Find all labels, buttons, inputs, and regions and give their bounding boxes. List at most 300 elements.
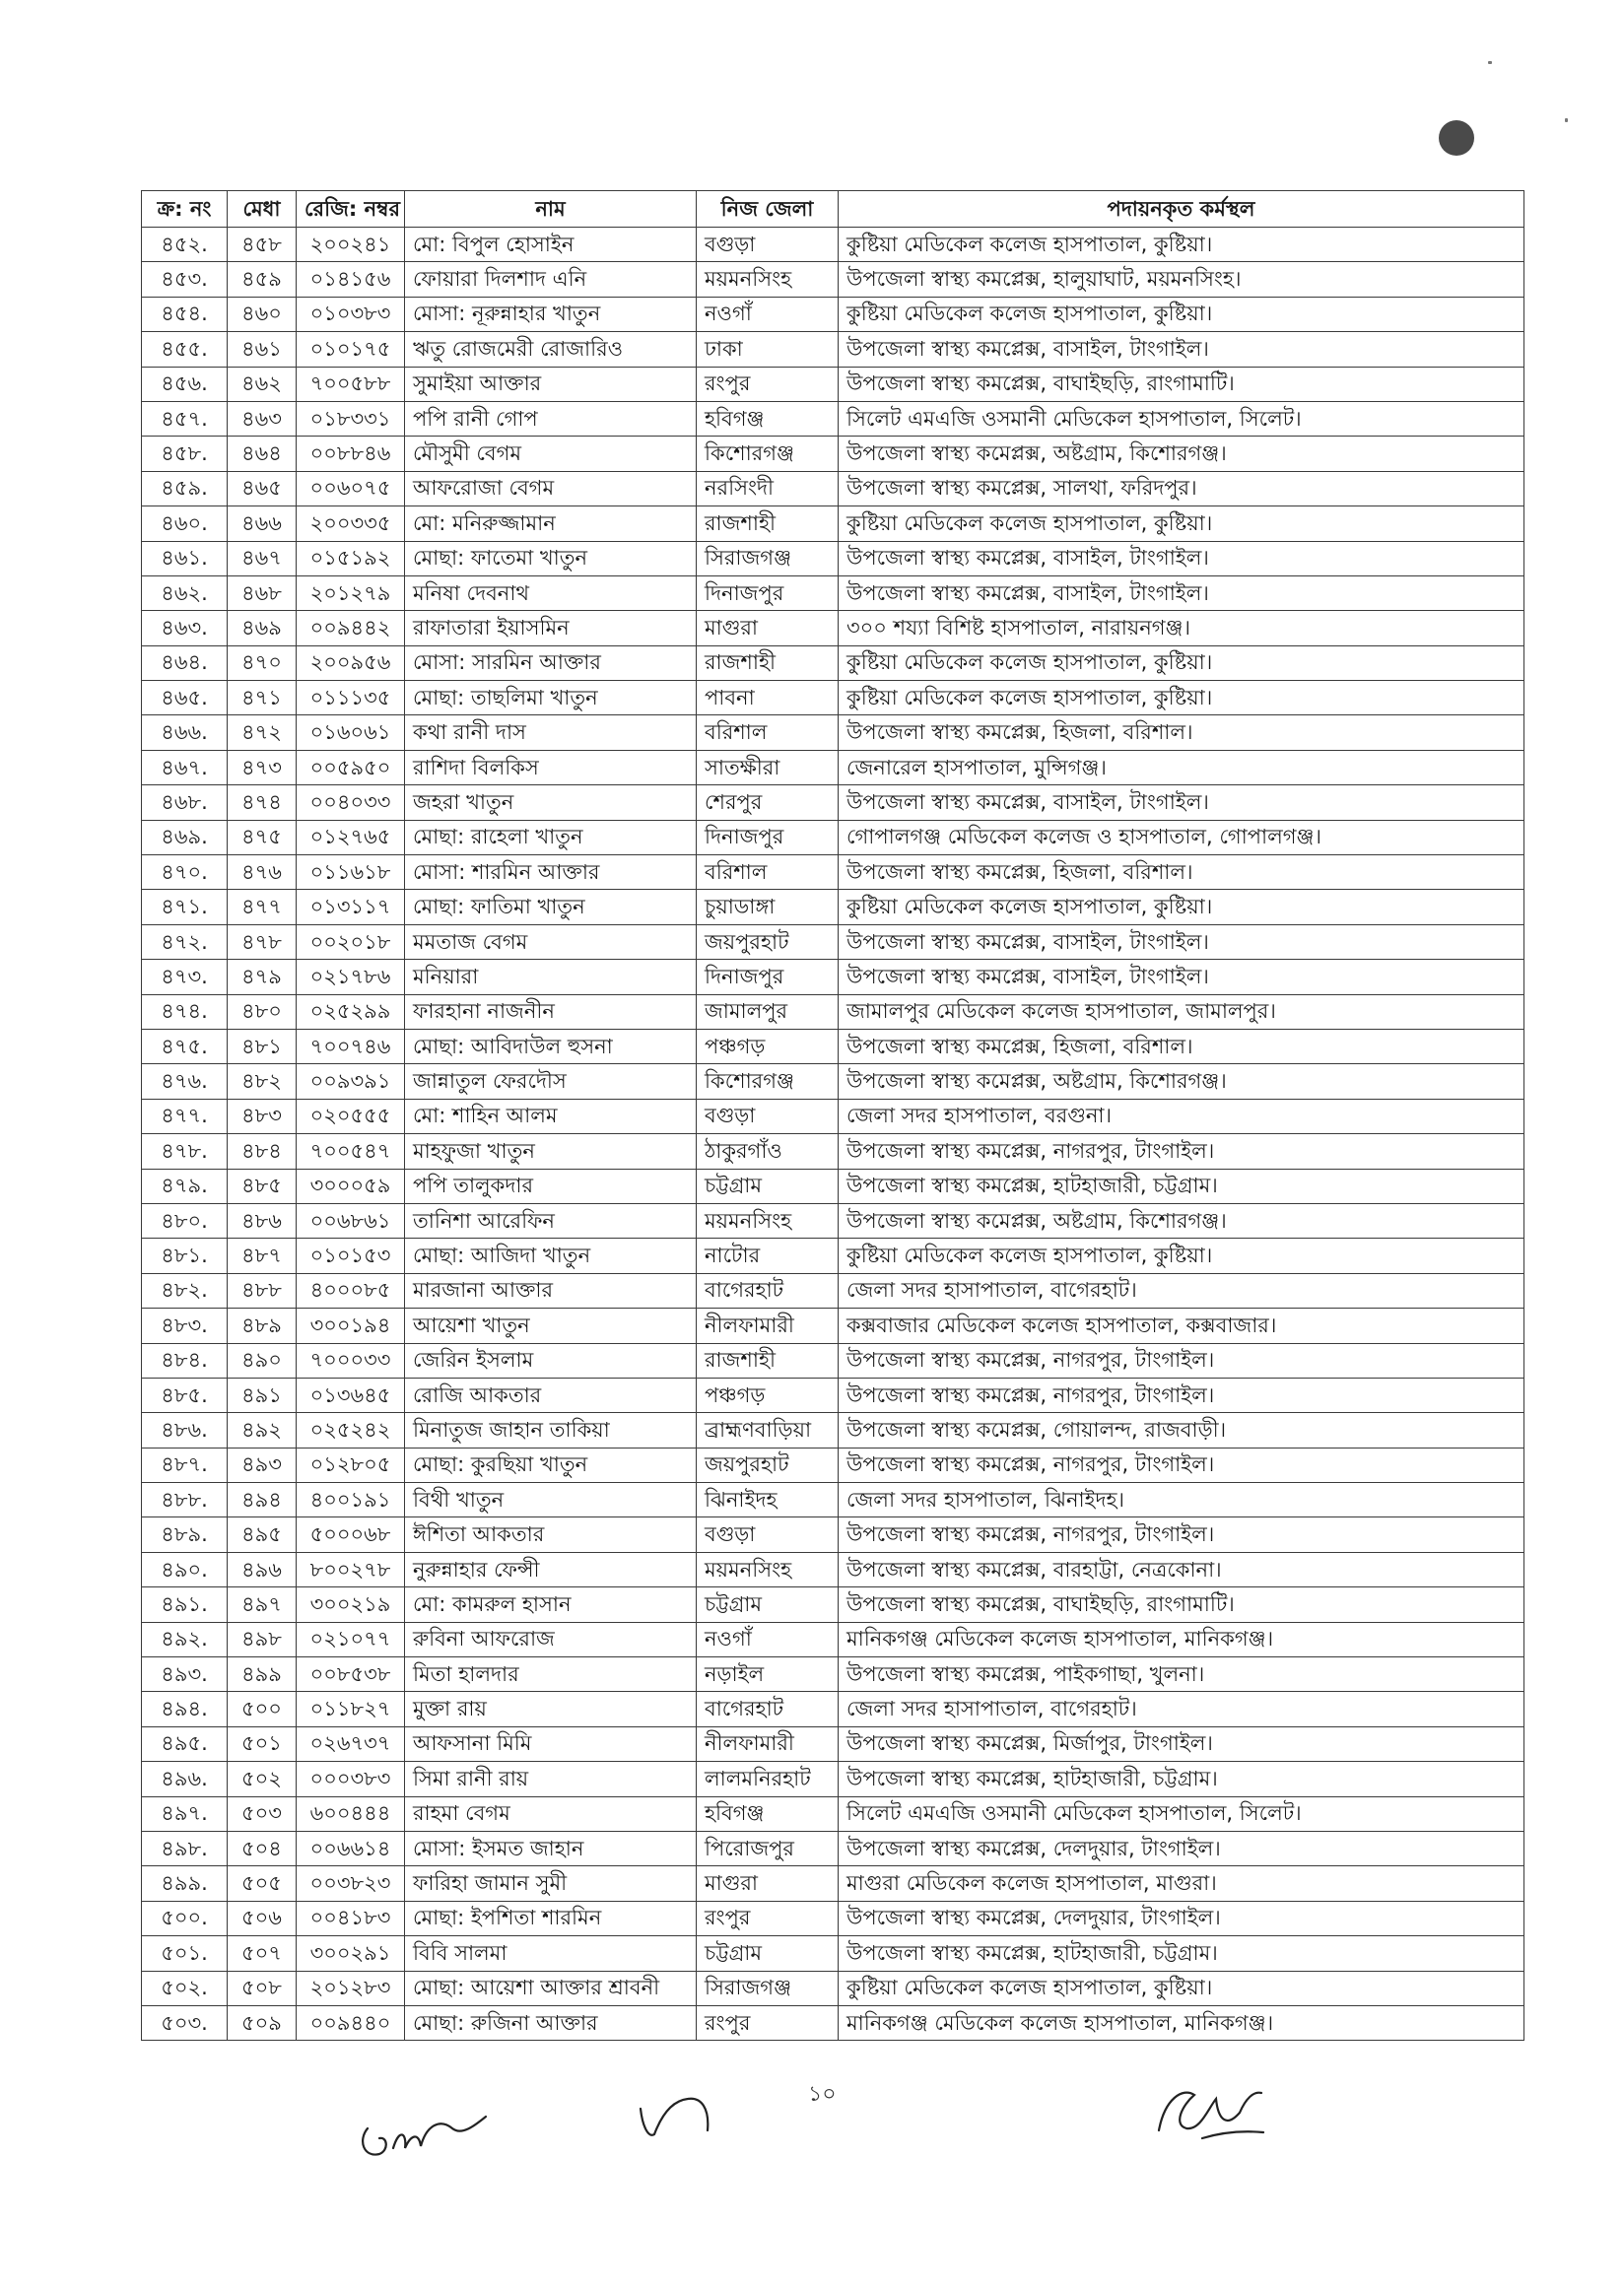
cell-posting-place: উপজেলা স্বাস্থ্য কমপ্লেক্স, নাগরপুর, টাংগাইল।: [839, 1448, 1524, 1482]
cell-name: মৌসুমী বেগম: [405, 437, 697, 471]
signature-left: [350, 2089, 508, 2168]
table-row: [142, 228, 1524, 262]
cell-serial: ৪৫৬.: [142, 367, 228, 401]
cell-serial: ৪৭৪.: [142, 994, 228, 1029]
cell-registration: ২০০২৪১: [297, 228, 405, 262]
cell-serial: ৪৬০.: [142, 506, 228, 541]
cell-home-district: শেরপুর: [697, 785, 839, 820]
cell-merit: ৫০৭: [228, 1936, 297, 1971]
cell-home-district: চট্টগ্রাম: [697, 1587, 839, 1622]
cell-registration: ০০৮৮৪৬: [297, 437, 405, 471]
signature-right: [1143, 2069, 1281, 2158]
table-row: [142, 1901, 1524, 1935]
cell-posting-place: মানিকগঞ্জ মেডিকেল কলেজ হাসপাতাল, মানিকগঞ্জ।: [839, 1622, 1524, 1656]
cell-registration: ০০৬৮৬১: [297, 1203, 405, 1238]
posting-table: [141, 190, 1524, 2041]
cell-serial: ৪৫৫.: [142, 332, 228, 367]
cell-posting-place: কুষ্টিয়া মেডিকেল কলেজ হাসপাতাল, কুষ্টিয়া।: [839, 297, 1524, 331]
table-row: [142, 1378, 1524, 1412]
table-row: [142, 785, 1524, 820]
header-home-district: নিজ জেলা: [697, 191, 839, 228]
table-row: [142, 1239, 1524, 1273]
cell-posting-place: উপজেলা স্বাস্থ্য কমপ্লেক্স, হিজলা, বরিশাল।: [839, 715, 1524, 750]
cell-home-district: রাজশাহী: [697, 1343, 839, 1378]
cell-home-district: জয়পুরহাট: [697, 1448, 839, 1482]
cell-merit: ৪৭০: [228, 645, 297, 680]
cell-name: রোজি আকতার: [405, 1378, 697, 1412]
cell-serial: ৪৮৩.: [142, 1309, 228, 1343]
cell-posting-place: কুষ্টিয়া মেডিকেল কলেজ হাসপাতাল, কুষ্টিয়া।: [839, 1239, 1524, 1273]
cell-registration: ০১৩৬৪৫: [297, 1378, 405, 1412]
cell-posting-place: উপজেলা স্বাস্থ্য কমপ্লেক্স, দেলদুয়ার, টাংগাইল।: [839, 1901, 1524, 1935]
cell-merit: ৪৯১: [228, 1378, 297, 1412]
cell-name: মোছা: তাছলিমা খাতুন: [405, 681, 697, 715]
cell-name: রাশিদা বিলকিস: [405, 750, 697, 784]
cell-posting-place: মানিকগঞ্জ মেডিকেল কলেজ হাসপাতাল, মানিকগঞ্জ।: [839, 2005, 1524, 2040]
cell-home-district: রাজশাহী: [697, 506, 839, 541]
cell-home-district: নড়াইল: [697, 1657, 839, 1692]
cell-name: মোছা: ফাতেমা খাতুন: [405, 541, 697, 575]
cell-merit: ৪৮২: [228, 1064, 297, 1099]
cell-serial: ৪৭০.: [142, 855, 228, 890]
table-row: [142, 1413, 1524, 1448]
table-row: [142, 297, 1524, 331]
cell-posting-place: উপজেলা স্বাস্থ্য কমেপ্লক্স, অষ্টগ্রাম, কিশোরগঞ্জ।: [839, 437, 1524, 471]
cell-registration: ০১৪১৫৬: [297, 262, 405, 297]
cell-merit: ৪৯৩: [228, 1448, 297, 1482]
cell-home-district: জয়পুরহাট: [697, 924, 839, 959]
cell-posting-place: গোপালগঞ্জ মেডিকেল কলেজ ও হাসপাতাল, গোপালগঞ্জ।: [839, 820, 1524, 854]
cell-name: ফোয়ারা দিলশাদ এনি: [405, 262, 697, 297]
cell-home-district: নীলফামারী: [697, 1309, 839, 1343]
cell-home-district: সাতক্ষীরা: [697, 750, 839, 784]
cell-posting-place: কুষ্টিয়া মেডিকেল কলেজ হাসপাতাল, কুষ্টিয়া।: [839, 1971, 1524, 2005]
table-body: [142, 228, 1524, 2041]
cell-posting-place: উপজেলা স্বাস্থ্য কমপ্লেক্স, বাসাইল, টাংগাইল।: [839, 924, 1524, 959]
table-row: [142, 2005, 1524, 2040]
header-serial: ক্র: নং: [142, 191, 228, 228]
cell-posting-place: জেলা সদর হাসাপাতাল, বাগেরহাট।: [839, 1273, 1524, 1308]
table-row: [142, 332, 1524, 367]
cell-registration: ০১৬০৬১: [297, 715, 405, 750]
table-row: [142, 855, 1524, 890]
cell-serial: ৪৯৬.: [142, 1762, 228, 1796]
cell-merit: ৫০৪: [228, 1831, 297, 1865]
cell-merit: ৪৬৮: [228, 575, 297, 610]
cell-home-district: নওগাঁ: [697, 297, 839, 331]
table-row: [142, 506, 1524, 541]
cell-merit: ৪৯৯: [228, 1657, 297, 1692]
table-row: [142, 715, 1524, 750]
cell-name: মোছা: ফাতিমা খাতুন: [405, 890, 697, 924]
cell-home-district: কিশোরগঞ্জ: [697, 437, 839, 471]
cell-posting-place: জেলা সদর হাসপাতাল, ঝিনাইদহ।: [839, 1483, 1524, 1517]
cell-serial: ৪৬১.: [142, 541, 228, 575]
table-row: [142, 1796, 1524, 1831]
cell-serial: ৪৬৩.: [142, 611, 228, 645]
cell-merit: ৪৭৭: [228, 890, 297, 924]
cell-merit: ৫০১: [228, 1726, 297, 1761]
cell-serial: ৪৫৯.: [142, 471, 228, 505]
cell-home-district: চট্টগ্রাম: [697, 1169, 839, 1203]
table-row: [142, 1587, 1524, 1622]
cell-posting-place: উপজেলা স্বাস্থ্য কমপ্লেক্স, মির্জাপুর, টাংগাইল।: [839, 1726, 1524, 1761]
cell-merit: ৪৬৩: [228, 401, 297, 436]
cell-registration: ৪০০০৮৫: [297, 1273, 405, 1308]
header-merit: মেধা: [228, 191, 297, 228]
cell-posting-place: উপজেলা স্বাস্থ্য কমপ্লেক্স, হিজলা, বরিশাল।: [839, 855, 1524, 890]
cell-home-district: পাবনা: [697, 681, 839, 715]
cell-posting-place: উপজেলা স্বাস্থ্য কমপ্লেক্স, সালথা, ফরিদপুর।: [839, 471, 1524, 505]
cell-name: মোছা: কুরছিয়া খাতুন: [405, 1448, 697, 1482]
cell-merit: ৪৮৯: [228, 1309, 297, 1343]
cell-registration: ০১২৮০৫: [297, 1448, 405, 1482]
cell-home-district: ময়মনসিংহ: [697, 1552, 839, 1586]
cell-registration: ২০০৯৫৬: [297, 645, 405, 680]
cell-registration: ০১১৮২৭: [297, 1692, 405, 1726]
table-row: [142, 262, 1524, 297]
cell-name: মিতা হালদার: [405, 1657, 697, 1692]
cell-posting-place: জেলা সদর হাসাপাতাল, বাগেরহাট।: [839, 1692, 1524, 1726]
cell-posting-place: কুষ্টিয়া মেডিকেল কলেজ হাসপাতাল, কুষ্টিয়া।: [839, 506, 1524, 541]
cell-serial: ৪৫৮.: [142, 437, 228, 471]
cell-home-district: বাগেরহাট: [697, 1273, 839, 1308]
cell-name: আয়েশা খাতুন: [405, 1309, 697, 1343]
cell-name: মোসা: সারমিন আক্তার: [405, 645, 697, 680]
cell-registration: ০১০৩৮৩: [297, 297, 405, 331]
cell-serial: ৪৬৪.: [142, 645, 228, 680]
cell-merit: ৪৬৯: [228, 611, 297, 645]
cell-name: সিমা রানী রায়: [405, 1762, 697, 1796]
cell-registration: ০০৪১৮৩: [297, 1901, 405, 1935]
cell-registration: ০১০১৫৩: [297, 1239, 405, 1273]
cell-serial: ৪৭৬.: [142, 1064, 228, 1099]
table-row: [142, 1831, 1524, 1865]
cell-registration: ২০১২৭৯: [297, 575, 405, 610]
cell-name: কথা রানী দাস: [405, 715, 697, 750]
table-row: [142, 1169, 1524, 1203]
cell-merit: ৪৯০: [228, 1343, 297, 1378]
cell-registration: ০০৮৫৩৮: [297, 1657, 405, 1692]
ink-dot: [1439, 120, 1474, 156]
cell-merit: ৪৬০: [228, 297, 297, 331]
cell-registration: ০২১৭৮৬: [297, 960, 405, 994]
cell-merit: ৪৬৫: [228, 471, 297, 505]
cell-posting-place: উপজেলা স্বাস্থ্য কমপ্লেক্স, হিজলা, বরিশাল।: [839, 1029, 1524, 1063]
table-row: [142, 1448, 1524, 1482]
cell-merit: ৪৮৮: [228, 1273, 297, 1308]
cell-registration: ০০০৩৮৩: [297, 1762, 405, 1796]
cell-home-district: বগুড়া: [697, 1517, 839, 1552]
cell-merit: ৪৭১: [228, 681, 297, 715]
cell-name: বিথী খাতুন: [405, 1483, 697, 1517]
cell-name: পপি রানী গোপ: [405, 401, 697, 436]
cell-home-district: দিনাজপুর: [697, 820, 839, 854]
cell-serial: ৪৬২.: [142, 575, 228, 610]
cell-home-district: কিশোরগঞ্জ: [697, 1064, 839, 1099]
cell-serial: ৫০২.: [142, 1971, 228, 2005]
cell-name: রাফাতারা ইয়াসমিন: [405, 611, 697, 645]
cell-posting-place: কুষ্টিয়া মেডিকেল কলেজ হাসপাতাল, কুষ্টিয়া।: [839, 890, 1524, 924]
table-row: [142, 1622, 1524, 1656]
cell-home-district: জামালপুর: [697, 994, 839, 1029]
table-row: [142, 437, 1524, 471]
page-number: ১০: [808, 2082, 837, 2107]
cell-merit: ৪৭২: [228, 715, 297, 750]
cell-posting-place: উপজেলা স্বাস্থ্য কমেপ্লক্স, অষ্টগ্রাম, কিশোরগঞ্জ।: [839, 1203, 1524, 1238]
table-row: [142, 1726, 1524, 1761]
table-row: [142, 1099, 1524, 1133]
cell-serial: ৫০১.: [142, 1936, 228, 1971]
cell-serial: ৪৭৮.: [142, 1134, 228, 1169]
cell-posting-place: উপজেলা স্বাস্থ্য কমপ্লেক্স, পাইকগাছা, খুলনা।: [839, 1657, 1524, 1692]
cell-name: নুরুন্নাহার ফেন্সী: [405, 1552, 697, 1586]
cell-home-district: নরসিংদী: [697, 471, 839, 505]
table-row: [142, 681, 1524, 715]
cell-serial: ৪৭২.: [142, 924, 228, 959]
table-row: [142, 1309, 1524, 1343]
cell-registration: ৩০০১৯৪: [297, 1309, 405, 1343]
cell-name: জান্নাতুল ফেরদৌস: [405, 1064, 697, 1099]
cell-name: মারজানা আক্তার: [405, 1273, 697, 1308]
table-row: [142, 924, 1524, 959]
cell-home-district: ঢাকা: [697, 332, 839, 367]
cell-home-district: হবিগঞ্জ: [697, 401, 839, 436]
cell-registration: ০১২৭৬৫: [297, 820, 405, 854]
cell-name: ঈশিতা আকতার: [405, 1517, 697, 1552]
cell-name: মোছা: রাহেলা খাতুন: [405, 820, 697, 854]
cell-home-district: পঞ্চগড়: [697, 1029, 839, 1063]
cell-name: মোছা: আবিদাউল হুসনা: [405, 1029, 697, 1063]
cell-home-district: সিরাজগঞ্জ: [697, 1971, 839, 2005]
cell-name: সুমাইয়া আক্তার: [405, 367, 697, 401]
table-row: [142, 994, 1524, 1029]
cell-posting-place: উপজেলা স্বাস্থ্য কমপ্লেক্স, হালুয়াঘাট, ময়মনসিংহ।: [839, 262, 1524, 297]
scan-speck: [1565, 118, 1568, 122]
cell-name: মো: কামরুল হাসান: [405, 1587, 697, 1622]
table-row: [142, 471, 1524, 505]
cell-merit: ৪৭৫: [228, 820, 297, 854]
cell-name: ফারিহা জামান সুমী: [405, 1866, 697, 1901]
cell-posting-place: কুষ্টিয়া মেডিকেল কলেজ হাসপাতাল, কুষ্টিয়া।: [839, 228, 1524, 262]
cell-serial: ৪৫৪.: [142, 297, 228, 331]
cell-home-district: দিনাজপুর: [697, 960, 839, 994]
cell-home-district: বরিশাল: [697, 855, 839, 890]
table-row: [142, 1517, 1524, 1552]
cell-home-district: ব্রাহ্মণবাড়িয়া: [697, 1413, 839, 1448]
table-row: [142, 1483, 1524, 1517]
cell-posting-place: উপজেলা স্বাস্থ্য কমপ্লেক্স, নাগরপুর, টাংগাইল।: [839, 1134, 1524, 1169]
cell-registration: ০১১১৩৫: [297, 681, 405, 715]
cell-name: জহরা খাতুন: [405, 785, 697, 820]
cell-home-district: বগুড়া: [697, 228, 839, 262]
cell-home-district: ময়মনসিংহ: [697, 1203, 839, 1238]
table-row: [142, 1552, 1524, 1586]
cell-posting-place: উপজেলা স্বাস্থ্য কমপ্লেক্স, হাটহাজারী, চট্টগ্রাম।: [839, 1762, 1524, 1796]
cell-name: মমতাজ বেগম: [405, 924, 697, 959]
cell-name: ফারহানা নাজনীন: [405, 994, 697, 1029]
cell-merit: ৪৯৪: [228, 1483, 297, 1517]
scan-speck: [1488, 61, 1492, 64]
cell-posting-place: উপজেলা স্বাস্থ্য কমপ্লেক্স, হাটহাজারী, চট্টগ্রাম।: [839, 1169, 1524, 1203]
table-row: [142, 645, 1524, 680]
cell-merit: ৫০৩: [228, 1796, 297, 1831]
cell-name: মো: বিপুল হোসাইন: [405, 228, 697, 262]
table-row: [142, 890, 1524, 924]
cell-home-district: পিরোজপুর: [697, 1831, 839, 1865]
cell-serial: ৪৮৭.: [142, 1448, 228, 1482]
cell-serial: ৪৬৭.: [142, 750, 228, 784]
cell-registration: ৮০০২৭৮: [297, 1552, 405, 1586]
cell-posting-place: উপজেলা স্বাস্থ্য কমপ্লেক্স, বাঘাইছড়ি, রাংগামাটি।: [839, 367, 1524, 401]
cell-home-district: চট্টগ্রাম: [697, 1936, 839, 1971]
cell-posting-place: উপজেলা স্বাস্থ্য কমপ্লেক্স, বাসাইল, টাংগাইল।: [839, 960, 1524, 994]
cell-name: মোছা: আয়েশা আক্তার শ্রাবনী: [405, 1971, 697, 2005]
cell-posting-place: উপজেলা স্বাস্থ্য কমপ্লেক্স, নাগরপুর, টাংগাইল।: [839, 1517, 1524, 1552]
cell-name: মিনাতুজ জাহান তাকিয়া: [405, 1413, 697, 1448]
cell-posting-place: সিলেট এমএজি ওসমানী মেডিকেল হাসপাতাল, সিলেট।: [839, 401, 1524, 436]
cell-serial: ৪৯২.: [142, 1622, 228, 1656]
cell-posting-place: কুষ্টিয়া মেডিকেল কলেজ হাসপাতাল, কুষ্টিয়া।: [839, 645, 1524, 680]
cell-home-district: রংপুর: [697, 2005, 839, 2040]
cell-merit: ৪৮৬: [228, 1203, 297, 1238]
cell-registration: ০১৫১৯২: [297, 541, 405, 575]
cell-home-district: ঠাকুরগাঁও: [697, 1134, 839, 1169]
cell-name: মনিয়ারা: [405, 960, 697, 994]
cell-registration: ৭০০৭৪৬: [297, 1029, 405, 1063]
cell-name: মোসা: নূরুন্নাহার খাতুন: [405, 297, 697, 331]
cell-merit: ৪৭৬: [228, 855, 297, 890]
cell-serial: ৪৮৬.: [142, 1413, 228, 1448]
cell-registration: ২০১২৮৩: [297, 1971, 405, 2005]
cell-name: মনিষা দেবনাথ: [405, 575, 697, 610]
cell-home-district: রংপুর: [697, 367, 839, 401]
cell-posting-place: উপজেলা স্বাস্থ্য কমপ্লেক্স, বারহাট্টা, নেত্রকোনা।: [839, 1552, 1524, 1586]
cell-home-district: নাটোর: [697, 1239, 839, 1273]
cell-merit: ৪৭৮: [228, 924, 297, 959]
cell-name: ঋতু রোজমেরী রোজারিও: [405, 332, 697, 367]
table-row: [142, 1692, 1524, 1726]
cell-name: মোছা: আজিদা খাতুন: [405, 1239, 697, 1273]
cell-registration: ০২৫২৪২: [297, 1413, 405, 1448]
cell-serial: ৪৯০.: [142, 1552, 228, 1586]
cell-registration: ০২৫২৯৯: [297, 994, 405, 1029]
table-row: [142, 401, 1524, 436]
cell-serial: ৪৭১.: [142, 890, 228, 924]
cell-merit: ৪৮০: [228, 994, 297, 1029]
cell-home-district: নীলফামারী: [697, 1726, 839, 1761]
cell-serial: ৪৮৫.: [142, 1378, 228, 1412]
cell-home-district: হবিগঞ্জ: [697, 1796, 839, 1831]
cell-registration: ৬০০৪৪৪: [297, 1796, 405, 1831]
cell-home-district: চুয়াডাঙ্গা: [697, 890, 839, 924]
cell-serial: ৪৭৭.: [142, 1099, 228, 1133]
cell-registration: ০১৩১১৭: [297, 890, 405, 924]
cell-merit: ৪৫৮: [228, 228, 297, 262]
table-row: [142, 1064, 1524, 1099]
table-row: [142, 1134, 1524, 1169]
cell-home-district: সিরাজগঞ্জ: [697, 541, 839, 575]
cell-serial: ৪৬৬.: [142, 715, 228, 750]
cell-merit: ৪৮৫: [228, 1169, 297, 1203]
cell-name: মাহফুজা খাতুন: [405, 1134, 697, 1169]
cell-merit: ৪৯৭: [228, 1587, 297, 1622]
cell-merit: ৫০২: [228, 1762, 297, 1796]
cell-merit: ৪৭৪: [228, 785, 297, 820]
table-row: [142, 1657, 1524, 1692]
cell-name: জেরিন ইসলাম: [405, 1343, 697, 1378]
cell-registration: ০১০১৭৫: [297, 332, 405, 367]
cell-posting-place: জামালপুর মেডিকেল কলেজ হাসপাতাল, জামালপুর।: [839, 994, 1524, 1029]
cell-name: মুক্তা রায়: [405, 1692, 697, 1726]
table-row: [142, 1866, 1524, 1901]
cell-serial: ৪৯১.: [142, 1587, 228, 1622]
cell-serial: ৫০০.: [142, 1901, 228, 1935]
cell-registration: ০০২০১৮: [297, 924, 405, 959]
cell-posting-place: উপজেলা স্বাস্থ্য কমপ্লেক্স, বাসাইল, টাংগাইল।: [839, 541, 1524, 575]
cell-name: মোসা: শারমিন আক্তার: [405, 855, 697, 890]
cell-posting-place: উপজেলা স্বাস্থ্য কমপ্লেক্স, নাগরপুর, টাংগাইল।: [839, 1378, 1524, 1412]
cell-serial: ৪৮২.: [142, 1273, 228, 1308]
cell-serial: ৪৭৩.: [142, 960, 228, 994]
cell-merit: ৫০৬: [228, 1901, 297, 1935]
cell-name: মোছা: ইপশিতা শারমিন: [405, 1901, 697, 1935]
cell-posting-place: উপজেলা স্বাস্থ্য কমপ্লেক্স, হাটহাজারী, চট্টগ্রাম।: [839, 1936, 1524, 1971]
cell-registration: ০২০৫৫৫: [297, 1099, 405, 1133]
cell-serial: ৪৮৮.: [142, 1483, 228, 1517]
cell-registration: ৩০০২৯১: [297, 1936, 405, 1971]
cell-home-district: পঞ্চগড়: [697, 1378, 839, 1412]
cell-home-district: রাজশাহী: [697, 645, 839, 680]
cell-home-district: বগুড়া: [697, 1099, 839, 1133]
cell-home-district: দিনাজপুর: [697, 575, 839, 610]
cell-name: মো: মনিরুজ্জামান: [405, 506, 697, 541]
cell-serial: ৪৯৪.: [142, 1692, 228, 1726]
cell-posting-place: সিলেট এমএজি ওসমানী মেডিকেল হাসপাতাল, সিলেট।: [839, 1796, 1524, 1831]
cell-home-district: নওগাঁ: [697, 1622, 839, 1656]
cell-serial: ৪৬৫.: [142, 681, 228, 715]
cell-merit: ৪৯৮: [228, 1622, 297, 1656]
cell-home-district: ময়মনসিংহ: [697, 262, 839, 297]
cell-merit: ৪৮৭: [228, 1239, 297, 1273]
cell-merit: ৪৬৬: [228, 506, 297, 541]
cell-registration: ০২৬৭৩৭: [297, 1726, 405, 1761]
table-row: [142, 1343, 1524, 1378]
cell-registration: ২০০৩৩৫: [297, 506, 405, 541]
cell-merit: ৪৬৭: [228, 541, 297, 575]
table-row: [142, 750, 1524, 784]
cell-serial: ৪৯৮.: [142, 1831, 228, 1865]
cell-serial: ৪৮৪.: [142, 1343, 228, 1378]
cell-merit: ৪৬৪: [228, 437, 297, 471]
cell-registration: ০১১৬১৮: [297, 855, 405, 890]
cell-posting-place: জেলা সদর হাসপাতাল, বরগুনা।: [839, 1099, 1524, 1133]
table-row: [142, 1971, 1524, 2005]
cell-registration: ৫০০০৬৮: [297, 1517, 405, 1552]
cell-registration: ০১৮৩৩১: [297, 401, 405, 436]
cell-home-district: বরিশাল: [697, 715, 839, 750]
cell-merit: ৪৮১: [228, 1029, 297, 1063]
cell-registration: ০০৬৬১৪: [297, 1831, 405, 1865]
table-row: [142, 1762, 1524, 1796]
cell-registration: ০০৯৪৪২: [297, 611, 405, 645]
header-name: নাম: [405, 191, 697, 228]
cell-name: পপি তালুকদার: [405, 1169, 697, 1203]
cell-serial: ৪৯৩.: [142, 1657, 228, 1692]
cell-posting-place: উপজেলা স্বাস্থ্য কমপ্লেক্স, বাসাইল, টাংগাইল।: [839, 575, 1524, 610]
cell-home-district: মাগুরা: [697, 1866, 839, 1901]
cell-posting-place: উপজেলা স্বাস্থ্য কমপ্লেক্স, বাসাইল, টাংগাইল।: [839, 332, 1524, 367]
